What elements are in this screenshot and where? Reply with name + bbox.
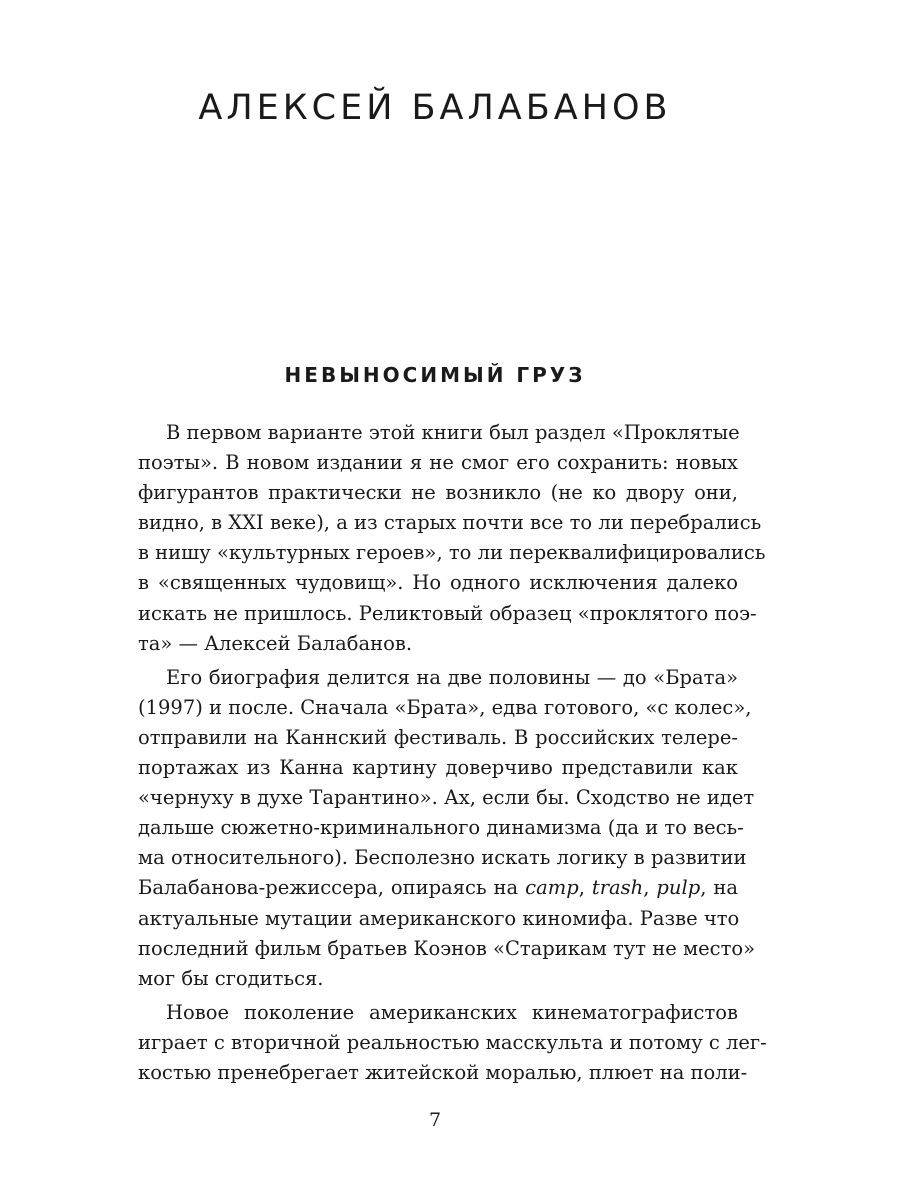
text-line: Его биография делится на две половины — до «Брата» xyxy=(166,665,738,689)
italic-term: pulp xyxy=(656,876,701,900)
text-line: искать не пришлось. Реликтовый образец «проклятого поэ- xyxy=(138,601,757,625)
chapter-title: НЕВЫНОСИМЫЙ ГРУЗ xyxy=(284,363,586,387)
text-line: последний фильм братьев Коэнов «Старикам тут не место» xyxy=(138,936,756,960)
text-line: В первом варианте этой книги был раздел «Проклятые xyxy=(166,421,740,444)
paragraph-1 xyxy=(138,418,766,659)
text-line: та» — Алексей Балабанов. xyxy=(138,631,413,655)
text-line: поэты». В новом издании я не смог его сохранить: новых xyxy=(138,451,738,475)
text-line: Новое поколение американских кинематографистов xyxy=(166,1000,738,1024)
italic-term: trash xyxy=(591,876,644,900)
text-line: отправили на Каннский фестиваль. В российских телере- xyxy=(138,725,738,749)
text-line: фигурантов практически не возникло (не ко двору они, xyxy=(138,481,738,505)
body-text xyxy=(138,418,767,1088)
paragraph-2 xyxy=(138,663,756,994)
page-number: 7 xyxy=(428,1109,442,1131)
text-line-with-italics: Балабанова-режиссера, опираясь на camp, trash, pulp, на xyxy=(138,876,738,900)
text-line: «чернуху в духе Тарантино». Ах, если бы. Сходство не идет xyxy=(138,786,755,810)
text-line: видно, в XXI веке), а из старых почти все то ли перебрались xyxy=(138,511,762,535)
text-line: дальше сюжетно-криминального динамизма (да и то весь- xyxy=(138,816,744,840)
italic-term: camp xyxy=(525,876,579,900)
text-line: костью пренебрегает житейской моралью, плюет на поли- xyxy=(138,1060,748,1084)
text-line: играет с вторичной реальностью масскульта и потому с лег- xyxy=(138,1030,767,1054)
text-line: ма относительного). Бесполезно искать логику в развитии xyxy=(138,846,747,870)
text-line: в нишу «культурных героев», то ли переквалифицировались xyxy=(138,541,766,565)
text-line: в «священных чудовищ». Но одного исключения далеко xyxy=(138,571,738,595)
paragraph-3 xyxy=(138,998,767,1088)
text-line: портажах из Канна картину доверчиво представили как xyxy=(138,756,738,780)
text-line: актуальные мутации американского киномифа. Разве что xyxy=(138,906,740,930)
text-line: (1997) и после. Сначала «Брата», едва готового, «с колес», xyxy=(138,695,752,719)
author-header: АЛЕКСЕЙ БАЛАБАНОВ xyxy=(198,88,672,128)
text-line: мог бы сгодиться. xyxy=(138,966,324,990)
